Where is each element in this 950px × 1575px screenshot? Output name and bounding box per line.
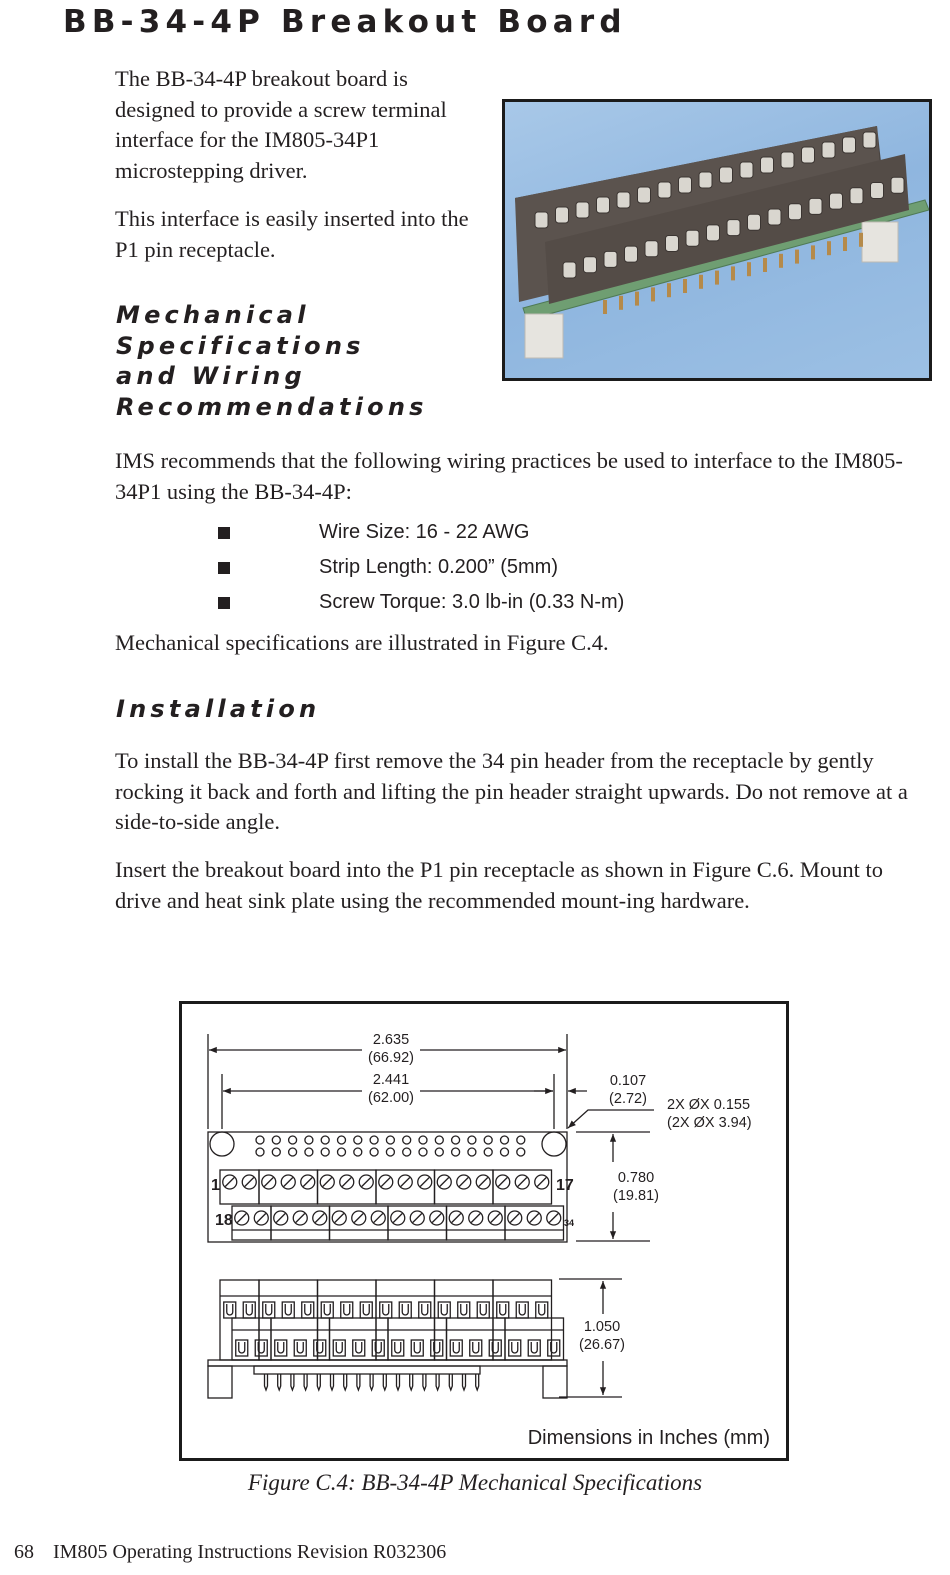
screw-slot xyxy=(225,1178,234,1187)
dim-hole-dia-in: 2X ØX 0.155 xyxy=(667,1097,751,1113)
pin-label-18: 18 xyxy=(215,1212,233,1229)
clamp-detail xyxy=(519,1304,525,1315)
clamp-detail xyxy=(414,1342,420,1353)
screw-slot xyxy=(257,1214,266,1223)
bullet-square-icon xyxy=(218,597,230,609)
clamp-detail xyxy=(531,1342,537,1353)
header-pin xyxy=(436,1374,439,1390)
header-hole xyxy=(338,1136,346,1144)
header-pin xyxy=(331,1374,334,1390)
mounting-hole xyxy=(210,1132,234,1156)
screw-terminal xyxy=(768,209,781,225)
screw-slot xyxy=(452,1214,461,1223)
dim-board-depth-in: 0.780 xyxy=(617,1170,655,1186)
standoff-left xyxy=(208,1366,232,1398)
header-hole xyxy=(435,1148,443,1156)
screw-terminal xyxy=(822,142,835,158)
screw-terminal xyxy=(720,167,733,183)
screw-slot xyxy=(401,1178,410,1187)
header-pin xyxy=(463,1374,466,1390)
dim-hole-offset-in: 0.107 xyxy=(609,1073,647,1089)
header-pin xyxy=(397,1374,400,1390)
header-pin xyxy=(291,1374,294,1390)
header-pin xyxy=(304,1374,307,1390)
clamp-detail xyxy=(344,1304,350,1315)
intro-paragraph: The BB-34-4P breakout board is designed to provide a screw terminal interface for the IM805-34P1 microstepping driver. xyxy=(115,66,447,183)
clamp-detail xyxy=(336,1342,342,1353)
header-pin xyxy=(357,1374,360,1390)
screw-slot xyxy=(237,1214,246,1223)
clamp-detail xyxy=(461,1304,467,1315)
header-hole xyxy=(338,1148,346,1156)
dim-hole-spacing-mm: (62.00) xyxy=(368,1090,414,1106)
clamp-detail xyxy=(395,1342,401,1353)
screw-terminal xyxy=(638,187,651,203)
screw-terminal xyxy=(625,246,638,262)
header-hole xyxy=(370,1148,378,1156)
mechanical-drawing-figure xyxy=(179,1001,789,1461)
screw-slot xyxy=(245,1178,254,1187)
header-hole xyxy=(419,1148,427,1156)
screw-terminal xyxy=(535,212,548,228)
terminal-block xyxy=(220,1170,259,1204)
screw-terminal xyxy=(604,251,617,267)
standoff-right xyxy=(543,1366,567,1398)
screw-slot xyxy=(432,1214,441,1223)
figure-reference-paragraph: Mechanical specifications are illustrated in Figure C.4. xyxy=(115,630,609,655)
header-hole xyxy=(517,1136,525,1144)
header-pin xyxy=(383,1374,386,1390)
header-hole xyxy=(468,1136,476,1144)
header-pin xyxy=(265,1374,268,1390)
header-pin xyxy=(344,1374,347,1390)
clamp-detail xyxy=(473,1342,479,1353)
header-pin xyxy=(449,1374,452,1390)
clamp-detail xyxy=(297,1342,303,1353)
header-hole xyxy=(386,1136,394,1144)
bullet-square-icon xyxy=(218,527,230,539)
header-hole xyxy=(321,1148,329,1156)
header-hole xyxy=(272,1148,280,1156)
dim-height-mm: (26.67) xyxy=(579,1337,625,1353)
clamp-detail xyxy=(239,1342,245,1353)
clamp-detail xyxy=(500,1304,506,1315)
dim-hole-offset-mm: (2.72) xyxy=(609,1091,647,1107)
pin-header-body xyxy=(254,1366,480,1374)
product-photo xyxy=(502,99,932,381)
wiring-intro-paragraph: IMS recommends that the following wiring practices be used to interface to the IM805-34P1 using the BB-34-4P: xyxy=(115,448,903,504)
header-pin xyxy=(317,1374,320,1390)
screw-slot xyxy=(471,1214,480,1223)
clamp-detail xyxy=(227,1304,233,1315)
clamp-detail xyxy=(422,1304,428,1315)
header-hole xyxy=(517,1148,525,1156)
screw-terminal xyxy=(686,230,699,246)
screw-slot xyxy=(362,1178,371,1187)
screw-slot xyxy=(420,1178,429,1187)
screw-slot xyxy=(323,1178,332,1187)
screw-slot xyxy=(374,1214,383,1223)
clamp-detail xyxy=(285,1304,291,1315)
clamp-detail xyxy=(383,1304,389,1315)
clamp-detail xyxy=(305,1304,311,1315)
terminal-block-side xyxy=(330,1318,389,1360)
screw-slot xyxy=(303,1178,312,1187)
screw-terminal xyxy=(666,236,679,252)
screw-slot xyxy=(284,1178,293,1187)
screw-slot xyxy=(549,1214,558,1223)
screw-terminal xyxy=(563,262,576,278)
screw-terminal xyxy=(740,162,753,178)
screw-slot xyxy=(518,1178,527,1187)
clamp-detail xyxy=(278,1342,284,1353)
terminal-block-side xyxy=(447,1318,506,1360)
heading-line: Specifications xyxy=(116,331,365,360)
screw-terminal xyxy=(707,225,720,241)
section-heading-installation: Installation xyxy=(116,695,321,723)
screw-slot xyxy=(491,1214,500,1223)
terminal-block-side xyxy=(388,1318,447,1360)
dim-overall-width-mm: (66.92) xyxy=(368,1050,414,1066)
screw-slot xyxy=(381,1178,390,1187)
mechanical-drawing xyxy=(182,1004,786,1458)
clamp-detail xyxy=(453,1342,459,1353)
header-pin xyxy=(370,1374,373,1390)
screw-slot xyxy=(498,1178,507,1187)
pin-label-1: 1 xyxy=(211,1177,220,1194)
header-hole xyxy=(484,1136,492,1144)
section-heading-mechanical xyxy=(116,300,476,422)
clamp-detail xyxy=(539,1304,545,1315)
screw-terminal xyxy=(802,147,815,163)
heading-line: Mechanical xyxy=(116,301,310,329)
header-hole xyxy=(370,1136,378,1144)
header-pin xyxy=(423,1374,426,1390)
terminal-block xyxy=(232,1206,271,1240)
header-hole xyxy=(354,1136,362,1144)
screw-slot xyxy=(459,1178,468,1187)
terminal-block-side xyxy=(220,1280,259,1360)
header-hole xyxy=(403,1148,411,1156)
screw-terminal xyxy=(576,202,589,218)
screw-terminal xyxy=(658,182,671,198)
screw-slot xyxy=(413,1214,422,1223)
screw-slot xyxy=(479,1178,488,1187)
screw-slot xyxy=(530,1214,539,1223)
screw-terminal xyxy=(789,204,802,220)
pin-label-17: 17 xyxy=(556,1177,574,1194)
terminal-block-side xyxy=(505,1318,564,1360)
clamp-detail xyxy=(356,1342,362,1353)
screw-terminal xyxy=(871,183,884,199)
screw-slot xyxy=(537,1178,546,1187)
screw-terminal xyxy=(843,137,856,153)
list-item xyxy=(218,585,624,620)
header-hole xyxy=(321,1136,329,1144)
screw-slot xyxy=(354,1214,363,1223)
screw-slot xyxy=(510,1214,519,1223)
header-hole xyxy=(501,1148,509,1156)
header-pin xyxy=(410,1374,413,1390)
clamp-detail xyxy=(266,1304,272,1315)
screw-terminal xyxy=(891,177,904,193)
screw-slot xyxy=(393,1214,402,1223)
screw-terminal xyxy=(863,132,876,148)
screw-terminal xyxy=(761,157,774,173)
document-title: IM805 Operating Instructions Revision R032306 xyxy=(53,1541,447,1563)
bullet-square-icon xyxy=(218,562,230,574)
screw-terminal xyxy=(727,220,740,236)
dim-hole-spacing-in: 2.441 xyxy=(372,1072,410,1088)
strip-length-spec: Strip Length: 0.200” (5mm) xyxy=(319,556,558,578)
screw-terminal xyxy=(809,198,822,214)
figure-caption: Figure C.4: BB-34-4P Mechanical Specifications xyxy=(247,1470,703,1495)
clamp-detail xyxy=(480,1304,486,1315)
screw-slot xyxy=(342,1178,351,1187)
terminal-block-side xyxy=(232,1318,271,1360)
screw-terminal xyxy=(584,257,597,273)
header-hole xyxy=(419,1136,427,1144)
header-hole xyxy=(256,1148,264,1156)
terminal-block-side xyxy=(271,1318,330,1360)
screw-terminal xyxy=(781,152,794,168)
screw-terminal xyxy=(830,193,843,209)
intro-paragraph-2: This interface is easily inserted into the P1 pin receptacle. xyxy=(115,206,469,262)
dim-hole-dia-mm: (2X ØX 3.94) xyxy=(667,1115,752,1131)
screw-terminal xyxy=(617,192,630,208)
dim-board-depth-mm: (19.81) xyxy=(613,1188,659,1204)
pin-label-34: 34 xyxy=(564,1218,575,1228)
screw-slot xyxy=(296,1214,305,1223)
wire-size-spec: Wire Size: 16 - 22 AWG xyxy=(319,521,530,543)
screw-slot xyxy=(440,1178,449,1187)
units-note: Dimensions in Inches (mm) xyxy=(527,1427,770,1449)
header-hole xyxy=(435,1136,443,1144)
header-hole xyxy=(305,1136,313,1144)
clamp-detail xyxy=(441,1304,447,1315)
dim-height-in: 1.050 xyxy=(583,1319,621,1335)
header-hole xyxy=(305,1148,313,1156)
dim-overall-width-in: 2.635 xyxy=(372,1032,410,1048)
clamp-detail xyxy=(512,1342,518,1353)
screw-terminal xyxy=(699,172,712,188)
header-hole xyxy=(272,1136,280,1144)
pcb-side xyxy=(208,1360,567,1366)
clamp-detail xyxy=(363,1304,369,1315)
page-title: BB-34-4P Breakout Board xyxy=(63,4,627,40)
screw-slot xyxy=(264,1178,273,1187)
clamp-detail xyxy=(246,1304,252,1315)
header-hole xyxy=(386,1148,394,1156)
mounting-hole xyxy=(542,1132,566,1156)
header-hole xyxy=(354,1148,362,1156)
clamp-detail xyxy=(402,1304,408,1315)
header-hole xyxy=(452,1148,460,1156)
header-hole xyxy=(289,1148,297,1156)
heading-line: Recommendations xyxy=(116,392,428,421)
header-hole xyxy=(501,1136,509,1144)
installation-paragraph-1: To install the BB-34-4P first remove the 34 pin header from the receptacle by gently rocking it back and forth and lifting the pin header straight upwards. Do not remove at a side-to-side angle. xyxy=(115,748,908,834)
screw-slot xyxy=(276,1214,285,1223)
header-hole xyxy=(289,1136,297,1144)
page-footer xyxy=(14,1541,446,1564)
screw-torque-spec: Screw Torque: 3.0 lb-in (0.33 N-m) xyxy=(319,591,625,613)
screw-terminal xyxy=(850,188,863,204)
header-hole xyxy=(403,1136,411,1144)
header-hole xyxy=(256,1136,264,1144)
page-number: 68 xyxy=(14,1541,34,1563)
clamp-detail xyxy=(324,1304,330,1315)
breakout-board-photo-illustration xyxy=(505,102,929,378)
heading-line: and Wiring xyxy=(116,362,306,390)
list-item xyxy=(218,515,624,550)
screw-terminal xyxy=(748,214,761,230)
screw-terminal xyxy=(597,197,610,213)
screw-slot xyxy=(335,1214,344,1223)
screw-terminal xyxy=(679,177,692,193)
header-pin xyxy=(278,1374,281,1390)
header-pin xyxy=(476,1374,479,1390)
screw-terminal xyxy=(556,207,569,223)
list-item xyxy=(218,550,624,585)
header-hole xyxy=(452,1136,460,1144)
installation-paragraph-2: Insert the breakout board into the P1 pin receptacle as shown in Figure C.6. Mount to drive and heat sink plate using the recommended mount-ing hardware. xyxy=(115,857,883,913)
leader-line xyxy=(568,1110,654,1128)
screw-slot xyxy=(315,1214,324,1223)
header-hole xyxy=(484,1148,492,1156)
header-hole xyxy=(468,1148,476,1156)
wiring-spec-list xyxy=(218,515,624,620)
screw-terminal xyxy=(645,241,658,257)
